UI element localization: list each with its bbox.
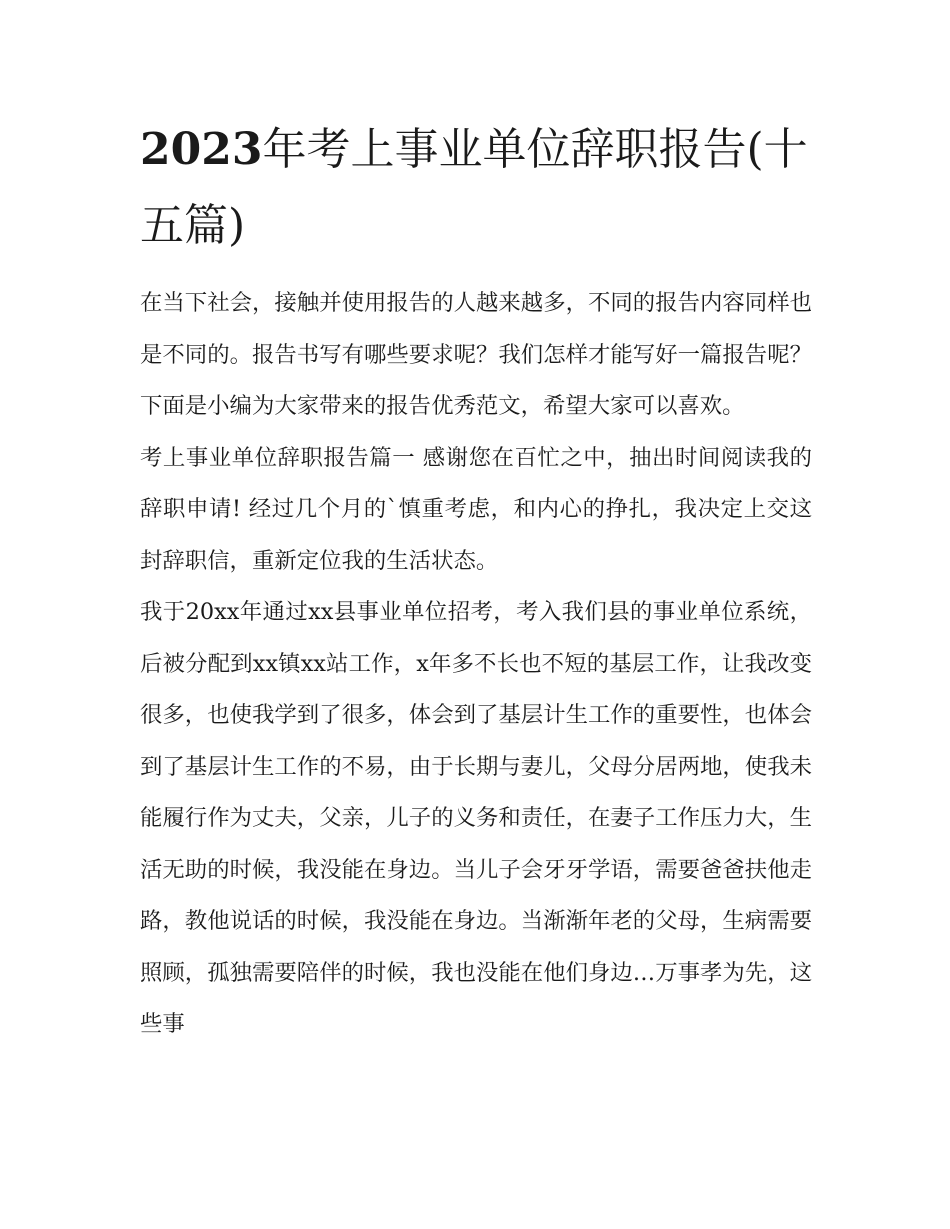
document-page [140, 112, 812, 1051]
title-text: 年考上事业单位辞职报告(十五篇) [140, 124, 808, 251]
paragraph-section-one: 考上事业单位辞职报告篇一 感谢您在百忙之中，抽出时间阅读我的辞职申请! 经过几个月的`慎重考虑，和内心的挣扎，我决定上交这封辞职信，重新定位我的生活状态。 [140, 444, 812, 574]
document-title [140, 112, 812, 264]
document-body [140, 278, 812, 1051]
paragraph-body: 我于20xx年通过xx县事业单位招考，考入我们县的事业单位系统，后被分配到xx镇xx站工作，x年多不长也不短的基层工作，让我改变很多，也使我学到了很多，体会到了基层计生工作的重要性，也体会到了基层计生工作的不易，由于长期与妻儿，父母分居两地，使我未能履行作为丈夫，父亲，儿子的义务和责任，在妻子工作压力大，生活无助的时候，我没能在身边。当儿子会牙牙学语，需要爸爸扶他走路，教他说话的时候，我没能在身边。当渐渐年老的父母，生病需要照顾，孤独需要陪伴的时候，我也没能在他们身边…万事孝为先，这些事 [140, 599, 812, 1037]
title-year: 2023 [140, 124, 263, 175]
paragraph-intro: 在当下社会，接触并使用报告的人越来越多，不同的报告内容同样也是不同的。报告书写有哪些要求呢？我们怎样才能写好一篇报告呢？下面是小编为大家带来的报告优秀范文，希望大家可以喜欢。 [140, 290, 812, 419]
